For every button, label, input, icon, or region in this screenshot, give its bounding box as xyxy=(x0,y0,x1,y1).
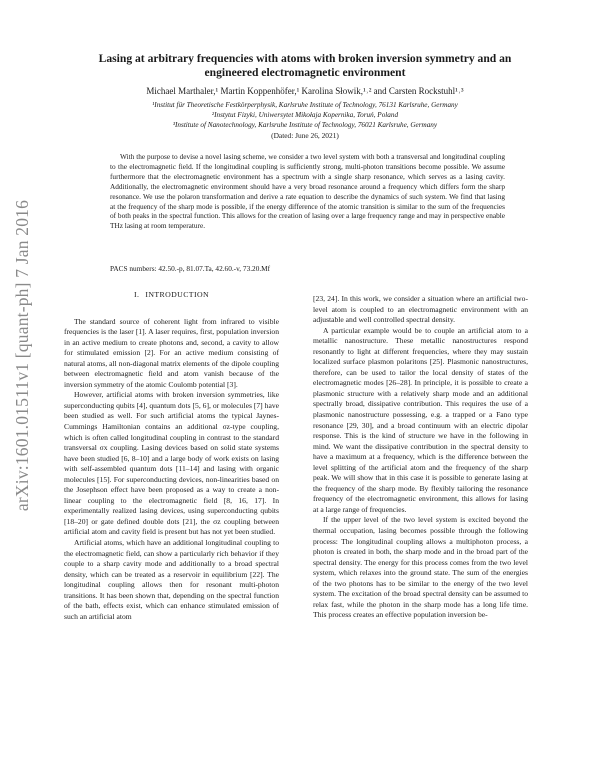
right-paragraph-3: If the upper level of the two level system is excited beyond the thermal occupation, lasing becomes possible through the following process: The longitudinal coupling allows a multiphoton process, a photon is created in both, the sharp mode and in the broad part of the spectral density. The energy for this process comes from the two level system, which relaxes into the ground state. The sum of the energies of the two photons has to be similar to the energy of the two level system. The excitation of the broad spectral density can be assumed to relax fast, while the photon in the sharp mode has a long life time. This process creates an effective population inversion be- xyxy=(313,515,528,620)
right-paragraph-1: [23, 24]. In this work, we consider a situation where an artificial two-level atom is coupled to an electromagnetic environment with an adjustable and well controlled spectral density. xyxy=(313,294,528,325)
right-paragraph-2: A particular example would be to couple an artificial atom to a metallic nanostructure. These metallic nanostructures respond resonantly to light at different frequencies, where they may sustain localized surface plasmon polaritons [25]. Plasmonic nanostructures, therefore, can be used to tailor the local density of states of the electromagnetic modes [26–28]. In principle, it is possible to create a plasmonic structure with a relatively sharp mode and an additional spectrally broad, dissipative contribution. This requires the use of a plasmonic nanostructure possessing, e.g. a trapped or a Fano type resonance [29, 30], and a broad continuum with an electric dipolar response. This is the kind of structure we have in the following in mind. We want the dissipative contribution in the spectral density to have a maximum at a frequency, which is the difference between the level splitting of the artificial atom and the frequency of the sharp peak. We will show that in this case it is possible to generate lasing at the frequency of the sharp mode. By flexibly tailoring the resonance frequency of the electromagnetic environment, this allows for lasing at a large range of frequencies. xyxy=(313,325,528,514)
affiliation-2: ²Instytut Fizyki, Uniwersytet Mikołaja Kopernika, Toruń, Poland xyxy=(211,111,399,119)
arxiv-stamp xyxy=(4,120,42,590)
title-line-2: engineered electromagnetic environment xyxy=(204,66,406,79)
section-title: INTRODUCTION xyxy=(145,290,210,299)
right-column xyxy=(313,294,528,621)
left-column xyxy=(64,290,279,622)
section-number: I. xyxy=(133,290,140,299)
section-heading xyxy=(64,290,279,301)
paper-title xyxy=(70,52,540,80)
affiliations xyxy=(60,100,550,130)
pacs-numbers: PACS numbers: 42.50.-p, 81.07.Ta, 42.60.-v, 73.20.Mf xyxy=(110,264,271,273)
affiliation-1: ¹Institut für Theoretische Festkörperphysik, Karlsruhe Institute of Technology, 76131 Karlsruhe, Germany xyxy=(152,101,458,109)
author-list: Michael Marthaler,¹ Martin Koppenhöfer,¹ Karolina Słowik,¹˒² and Carsten Rockstuhl¹˒³ xyxy=(146,86,464,96)
title-line-1: Lasing at arbitrary frequencies with atoms with broken inversion symmetry and an xyxy=(98,52,512,65)
left-paragraph-3: Artificial atoms, which have an additional longitudinal coupling to the electromagnetic field, can show a particularly rich behavior if they couple to a sharp cavity mode and additionally to a broad spectral density, which can be treated as a reservoir in equilibrium [22]. The longitudinal coupling allows then for resonant multi-photon transitions. It has been shown that, depending on the spectral function of the bath, effects exist, which can enhance stimulated emission of such an artificial atom xyxy=(64,538,279,621)
abstract: With the purpose to devise a novel lasing scheme, we consider a two level system with both a transversal and longitudinal coupling to the electromagnetic field. If the longitudinal coupling is sufficiently strong, multi-photon transitions become possible. We assume furthermore that the electromagnetic environment has a spectrum with a single sharp resonance, which serves as a lasing cavity. Additionally, the electromagnetic environment should have a very broad resonance around a frequency which differs form the sharp resonance. We use the polaron transformation and derive a rate equation to describe the dynamics of such system. We find that lasing at the frequency of the sharp mode is possible, if the energy difference of the atomic transition is similar to the sum of the frequencies of both peaks in the spectral function. This allows for the creation of lasing over a large frequency range and may in perspective enable THz lasing at room temperature. xyxy=(110,152,505,231)
left-paragraph-1: The standard source of coherent light from infrared to visible frequencies is the laser [1]. A laser requires, first, population inversion in an active medium to create photons and, second, a cavity to allow for stimulated emission [2]. For an active medium consisting of natural atoms, all non-diagonal matrix elements of the dipole coupling between electromagnetic field and atom vanish because of the inversion symmetry of the atomic Coulomb potential [3]. xyxy=(64,316,279,389)
left-paragraph-2: However, artificial atoms with broken inversion symmetries, like superconducting qubits [4], quantum dots [5, 6], or molecules [7] have been studied as well. For such artificial atoms the typical Jaynes-Cummings Hamiltonian contains an additional σz-type coupling, which is often called longitudinal coupling in contrast to the standard transversal σx coupling. Lasing devices based on solid state systems have been studied [6, 8–10] and a large body of work exists on lasing with self-assembled quantum dots [11–14] and lasing with organic molecules [15]. For superconducting devices, non-linearities based on the Josephson effect have been proposed as a way to create a non-linear coupling to the electromagnetic field [8, 16, 17]. In experimentally realized lasing devices, using superconducting qubits [18–20] or gate defined double dots [21], the σz coupling between artificial atom and cavity field is present but has not yet been studied. xyxy=(64,390,279,537)
date-line: (Dated: June 26, 2021) xyxy=(271,131,339,140)
affiliation-3: ³Institute of Nanotechnology, Karlsruhe Institute of Technology, 76021 Karlsruhe, Germany xyxy=(172,121,438,129)
arxiv-identifier: arXiv:1601.01511v1 [quant-ph] 7 Jan 2016 xyxy=(12,199,33,511)
